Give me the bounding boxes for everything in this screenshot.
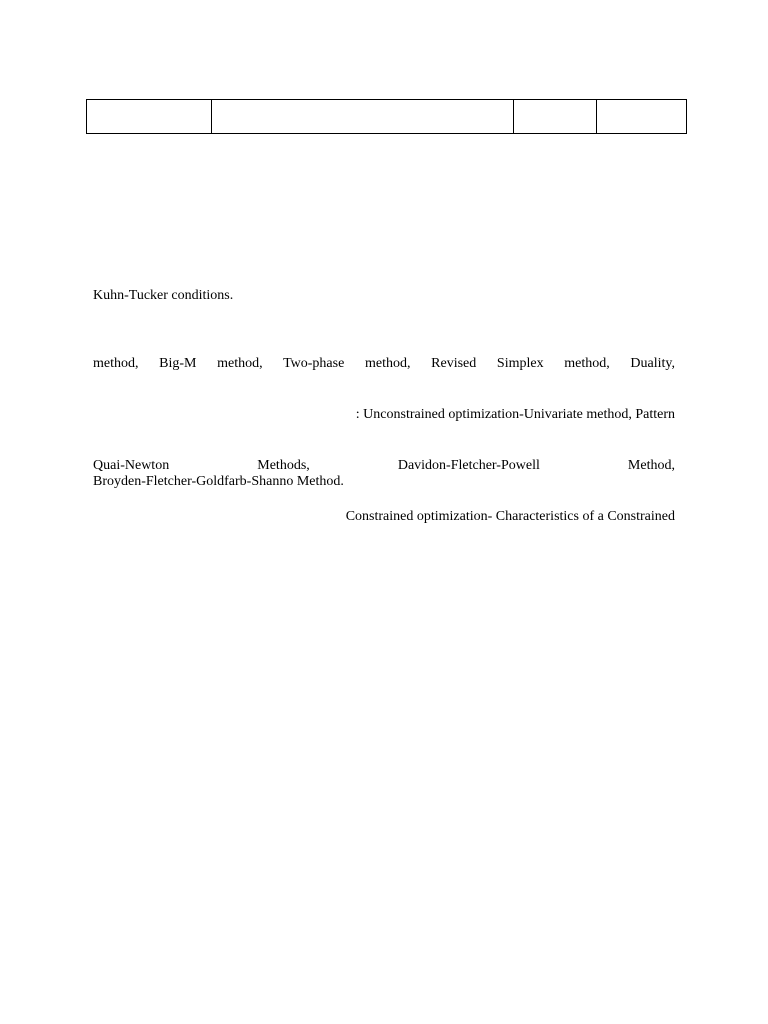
course-credits-cell xyxy=(597,100,687,134)
course-code-cell xyxy=(87,100,212,134)
bfgs-method-text: Broyden-Fletcher-Goldfarb-Shanno Method. xyxy=(93,474,344,489)
course-header-table xyxy=(86,99,687,134)
kuhn-tucker-text: Kuhn-Tucker conditions. xyxy=(93,288,234,303)
table-row xyxy=(87,100,687,134)
unconstrained-optimization-text: : Unconstrained optimization-Univariate method, Pattern xyxy=(355,407,675,422)
course-type-cell xyxy=(514,100,597,134)
quasi-newton-text: Quai-Newton Methods, Davidon-Fletcher-Powell Method, xyxy=(93,458,675,473)
simplex-methods-text: method, Big-M method, Two-phase method, Revised Simplex method, Duality, xyxy=(93,356,675,371)
constrained-optimization-text: Constrained optimization- Characteristics of a Constrained xyxy=(345,509,675,524)
course-title-cell xyxy=(212,100,514,134)
